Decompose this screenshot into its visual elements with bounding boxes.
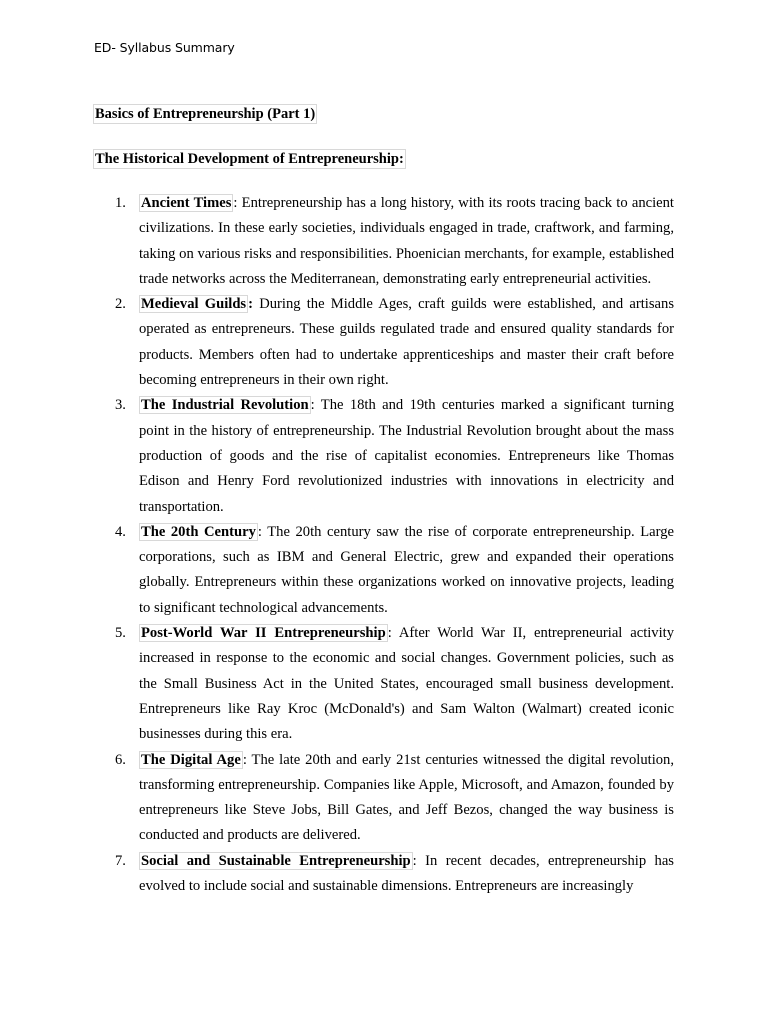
list-item-text: The late 20th and early 21st centuries witnessed the digital revolution, transforming entrepreneurship. Companies like Apple, Microsoft, and Amazon, founded by entrepreneurs like Steve Jobs, Bill Gates, and Jeff Bezos, changed the way business is conducted and products are delivered. xyxy=(139,751,674,844)
list-item xyxy=(115,621,675,747)
list-item-number: 2. xyxy=(115,296,126,313)
list-item-number: 3. xyxy=(115,397,126,414)
list-item-number: 6. xyxy=(115,751,126,768)
list-item xyxy=(115,520,675,621)
list-item-text: The 20th century saw the rise of corporate entrepreneurship. Large corporations, such as IBM and General Electric, grew and expanded their operations globally. Entrepreneurs within these organizations worked on innovative projects, leading to significant technological advancements. xyxy=(139,523,675,616)
list-item-separator: : xyxy=(412,852,417,869)
list-item-text: During the Middle Ages, craft guilds were established, and artisans operated as entrepreneurs. These guilds regulated trade and ensured quality standards for products. Members often had to undertake apprenticeships and master their craft before becoming entrepreneurs in their own right. xyxy=(139,296,674,389)
list-item-term: The Industrial Revolution xyxy=(141,397,309,414)
list-item-number: 7. xyxy=(115,852,126,869)
list-item-number: 5. xyxy=(115,625,126,642)
list-item xyxy=(115,849,674,900)
history-list xyxy=(115,191,675,899)
list-item-text: Entrepreneurship has a long history, with its roots tracing back to ancient civilizations. In these early societies, individuals engaged in trade, craftwork, and farming, taking on various risks and responsibilities. Phoenician merchants, for example, established trade networks across the Mediterranean, demonstrating early entrepreneurial activities. xyxy=(139,195,674,287)
list-item-separator: : xyxy=(387,625,392,642)
list-item-separator: : xyxy=(242,751,247,768)
list-item xyxy=(115,393,674,519)
list-item xyxy=(115,191,674,292)
list-item-number: 1. xyxy=(115,195,126,211)
list-item-separator: : xyxy=(257,523,262,540)
list-item-term: Post-World War II Entrepreneurship xyxy=(141,625,386,642)
list-item-separator: : xyxy=(233,195,238,211)
list-item-term: Medieval Guilds xyxy=(141,296,247,313)
page-header: ED- Syllabus Summary xyxy=(94,40,235,55)
list-item xyxy=(115,748,674,849)
list-item-text: After World War II, entrepreneurial activity increased in response to the economic and social changes. Government policies, such as the Small Business Act in the United States, encouraged small business development. Entrepreneurs like Ray Kroc (McDonald's) and Sam Walton (Walmart) created iconic businesses during this era. xyxy=(139,625,675,743)
list-item-term: Ancient Times xyxy=(141,195,232,211)
list-item-term: Social and Sustainable Entrepreneurship xyxy=(141,852,411,869)
list-item-separator: : xyxy=(248,296,253,313)
section-heading: The Historical Development of Entrepreneurship: xyxy=(95,151,404,167)
list-item-term: The 20th Century xyxy=(141,523,256,540)
document-title: Basics of Entrepreneurship (Part 1) xyxy=(95,106,316,122)
list-item-separator: : xyxy=(310,397,315,414)
list-item-number: 4. xyxy=(115,523,126,540)
list-item-text: In recent decades, entrepreneurship has evolved to include social and sustainable dimensions. Entrepreneurs are increasingly xyxy=(139,852,674,895)
list-item xyxy=(115,292,674,393)
list-item-term: The Digital Age xyxy=(141,751,241,768)
list-item-text: The 18th and 19th centuries marked a significant turning point in the history of entrepreneurship. The Industrial Revolution brought about the mass production of goods and the rise of capitalist economies. Entrepreneurs like Thomas Edison and Henry Ford revolutionized industries with innovations in electricity and transportation. xyxy=(139,397,674,515)
